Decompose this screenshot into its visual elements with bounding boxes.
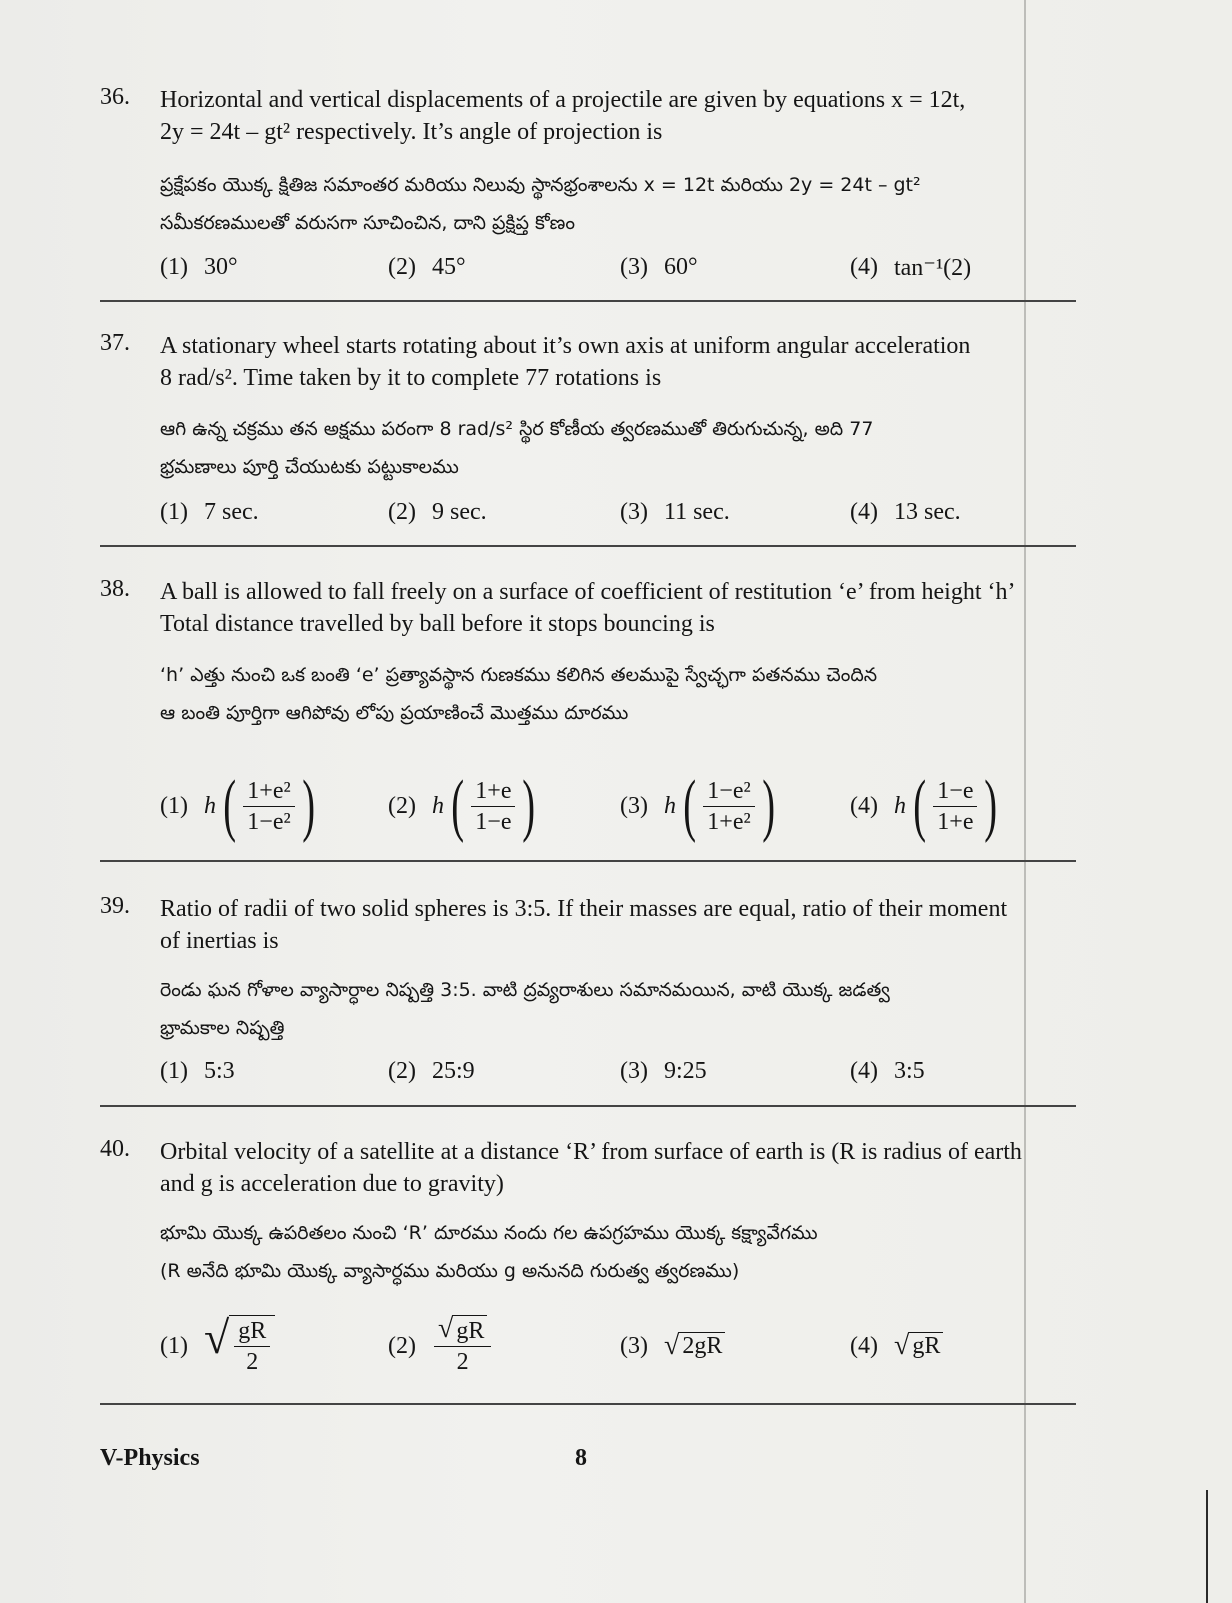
paper-edge-mark [1206,1490,1208,1603]
question-number: 38. [100,576,130,602]
question-text-english: A stationary wheel starts rotating about it’s own axis at uniform angular acceleration 8 rad/s². Time taken by it to complete 77 rotations is [160,333,971,391]
question-number: 37. [100,330,130,356]
question-text-english: A ball is allowed to fall freely on a surface of coefficient of restitution ‘e’ from height ‘h’ Total distance travelled by ball before it stops bouncing is [160,579,1016,637]
option-4[interactable]: (4) 3:5 [850,1057,925,1084]
fraction: $\frac{gR}{2}$ [234,1316,270,1377]
option-2[interactable]: (2) 25:9 [388,1057,475,1084]
option-4[interactable]: (4) tan⁻¹(2) [850,253,972,281]
fraction: $\frac{\text{1+e²}}{\text{1−e²}}$ [243,776,294,837]
option-3[interactable]: (3) 60° [620,253,698,280]
option-4[interactable]: (4) √ gR [850,1306,943,1386]
question-text-telugu: ఆగి ఉన్న చక్రము తన అక్షము పరంగా 8 rad/s² స్థిర కోణీయ త్వరణముతో తిరుగుచున్న, అది 77 భ్రమణాలు పూర్తి చేయుటకు పట్టుకాలము [160,418,874,478]
right-paren: ) [301,767,315,844]
option-1[interactable]: (1) 30° [160,253,238,280]
option-4[interactable]: (4) h ( $\frac{1-e}{1+e}$ ) [850,767,998,844]
left-paren: ( [683,767,697,844]
options [160,482,1080,542]
question-number: 39. [100,893,130,919]
option-3[interactable]: (3) 9:25 [620,1057,707,1084]
question-text-telugu: ‘h’ ఎత్తు నుంచి ఒక బంతి ‘e’ ప్రత్యావస్థాన గుణకము కలిగిన తలముపై స్వేచ్ఛగా పతనము చెందిన ఆ బంతి పూర్తిగా ఆగిపోవు లోపు ప్రయాణించే మొత్తము దూరము [160,664,878,724]
divider [100,1105,1076,1107]
right-paren: ) [984,767,998,844]
option-3[interactable]: (3) h ( $\frac{\text{1−e²}}{\text{1+e²}}$ ) [620,767,775,844]
divider [100,545,1076,547]
right-paren: ) [522,767,536,844]
option-3[interactable]: (3) √ 2gR [620,1306,725,1386]
fraction: $\frac{1-e}{1+e}$ [933,776,977,837]
left-paren: ( [451,767,465,844]
right-paren: ) [761,767,775,844]
left-paren: ( [223,767,237,844]
question-text-english: Horizontal and vertical displacements of a projectile are given by equations x = 12t, 2y = 24t – gt² respectively. It’s angle of projection is [160,87,966,145]
option-3[interactable]: (3) 11 sec. [620,498,730,525]
options [160,1041,1080,1101]
divider [100,1403,1076,1405]
option-1[interactable]: (1) 7 sec. [160,498,259,525]
option-1[interactable]: (1) 5:3 [160,1057,235,1084]
square-root: √ 2gR [664,1332,725,1360]
options [160,764,1080,848]
fraction: $\frac{1+e}{1-e}$ [471,776,515,837]
question-number: 40. [100,1136,130,1162]
question-text-telugu: ప్రక్షేపకం యొక్క క్షితిజ సమాంతర మరియు నిలువు స్థానభ్రంశాలను x = 12t మరియు 2y = 24t – gt² సమీకరణములతో వరుసగా సూచించిన, దాని ప్రక్షిప్త కోణం [160,174,921,234]
square-root: √ gR [894,1332,943,1360]
divider [100,300,1076,302]
question-text-telugu: భూమి యొక్క ఉపరితలం నుంచి ‘R’ దూరము నందు గల ఉపగ్రహము యొక్క కక్ష్యావేగము (R అనేది భూమి యొక్క వ్యాసార్ధము మరియు g అనునది గురుత్వ త్వరణము) [160,1222,818,1282]
option-2[interactable]: (2) 45° [388,253,466,280]
option-1[interactable]: (1) h ( $\frac{\text{1+e²}}{\text{1−e²}}$ ) [160,767,315,844]
divider [100,860,1076,862]
question-number: 36. [100,84,130,110]
fraction: √ gR 2 [434,1315,491,1377]
question-text-telugu: రెండు ఘన గోళాల వ్యాసార్ధాల నిష్పత్తి 3:5. వాటి ద్రవ్యరాశులు సమానమయిన, వాటి యొక్క జడత్వ భ్రామకాల నిష్పత్తి [160,979,890,1039]
option-2[interactable]: (2) √ gR 2 [388,1306,493,1386]
options [160,237,1080,297]
option-1[interactable]: (1) √ $\frac{gR}{2}$ [160,1306,275,1386]
option-2[interactable]: (2) h ( $\frac{1+e}{1-e}$ ) [388,767,536,844]
fraction: $\frac{\text{1−e²}}{\text{1+e²}}$ [703,776,754,837]
option-4[interactable]: (4) 13 sec. [850,498,961,525]
page-number: 8 [575,1445,587,1471]
question-text-english: Ratio of radii of two solid spheres is 3:5. If their masses are equal, ratio of their moment of inertias is [160,896,1008,954]
square-root: √ gR [438,1315,487,1346]
option-2[interactable]: (2) 9 sec. [388,498,487,525]
left-paren: ( [913,767,927,844]
options [160,1306,1080,1386]
footer-subject: V-Physics [100,1445,200,1471]
square-root: √ $\frac{gR}{2}$ [204,1315,275,1377]
question-text-english: Orbital velocity of a satellite at a distance ‘R’ from surface of earth is (R is radius of earth and g is acceleration due to gravity) [160,1139,1022,1197]
